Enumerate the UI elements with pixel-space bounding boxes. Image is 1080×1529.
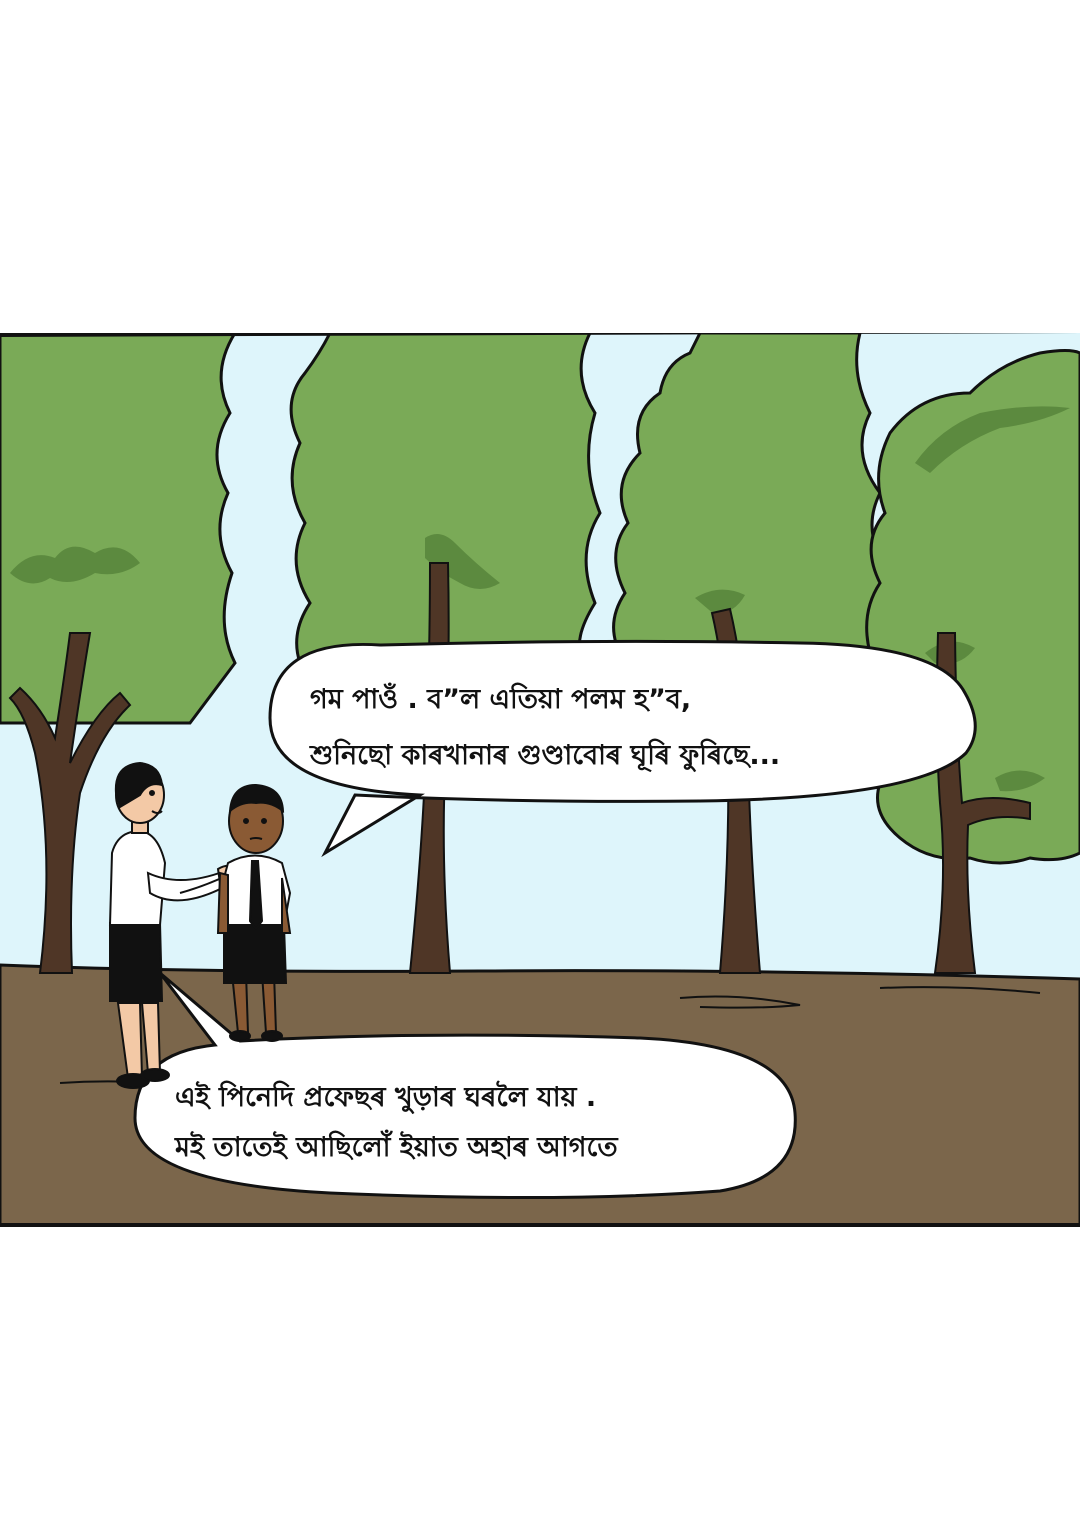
speech-bottom-line-1: এই পিনেদি প্ৰফেছৰ খুড়াৰ ঘৰলৈ যায় .: [175, 1082, 597, 1113]
comic-panel: [0, 333, 1080, 1227]
speech-top-line-1: গম পাওঁ . ব”ল এতিয়া পলম হ”ব,: [310, 684, 692, 715]
speech-bottom-line-2: মই তাতেই আছিলোঁ ইয়াত অহাৰ আগতে: [175, 1132, 618, 1163]
speech-top-line-2: শুনিছো কাৰখানাৰ গুণ্ডাবোৰ ঘূৰি ফুৰিছে...: [310, 740, 781, 771]
